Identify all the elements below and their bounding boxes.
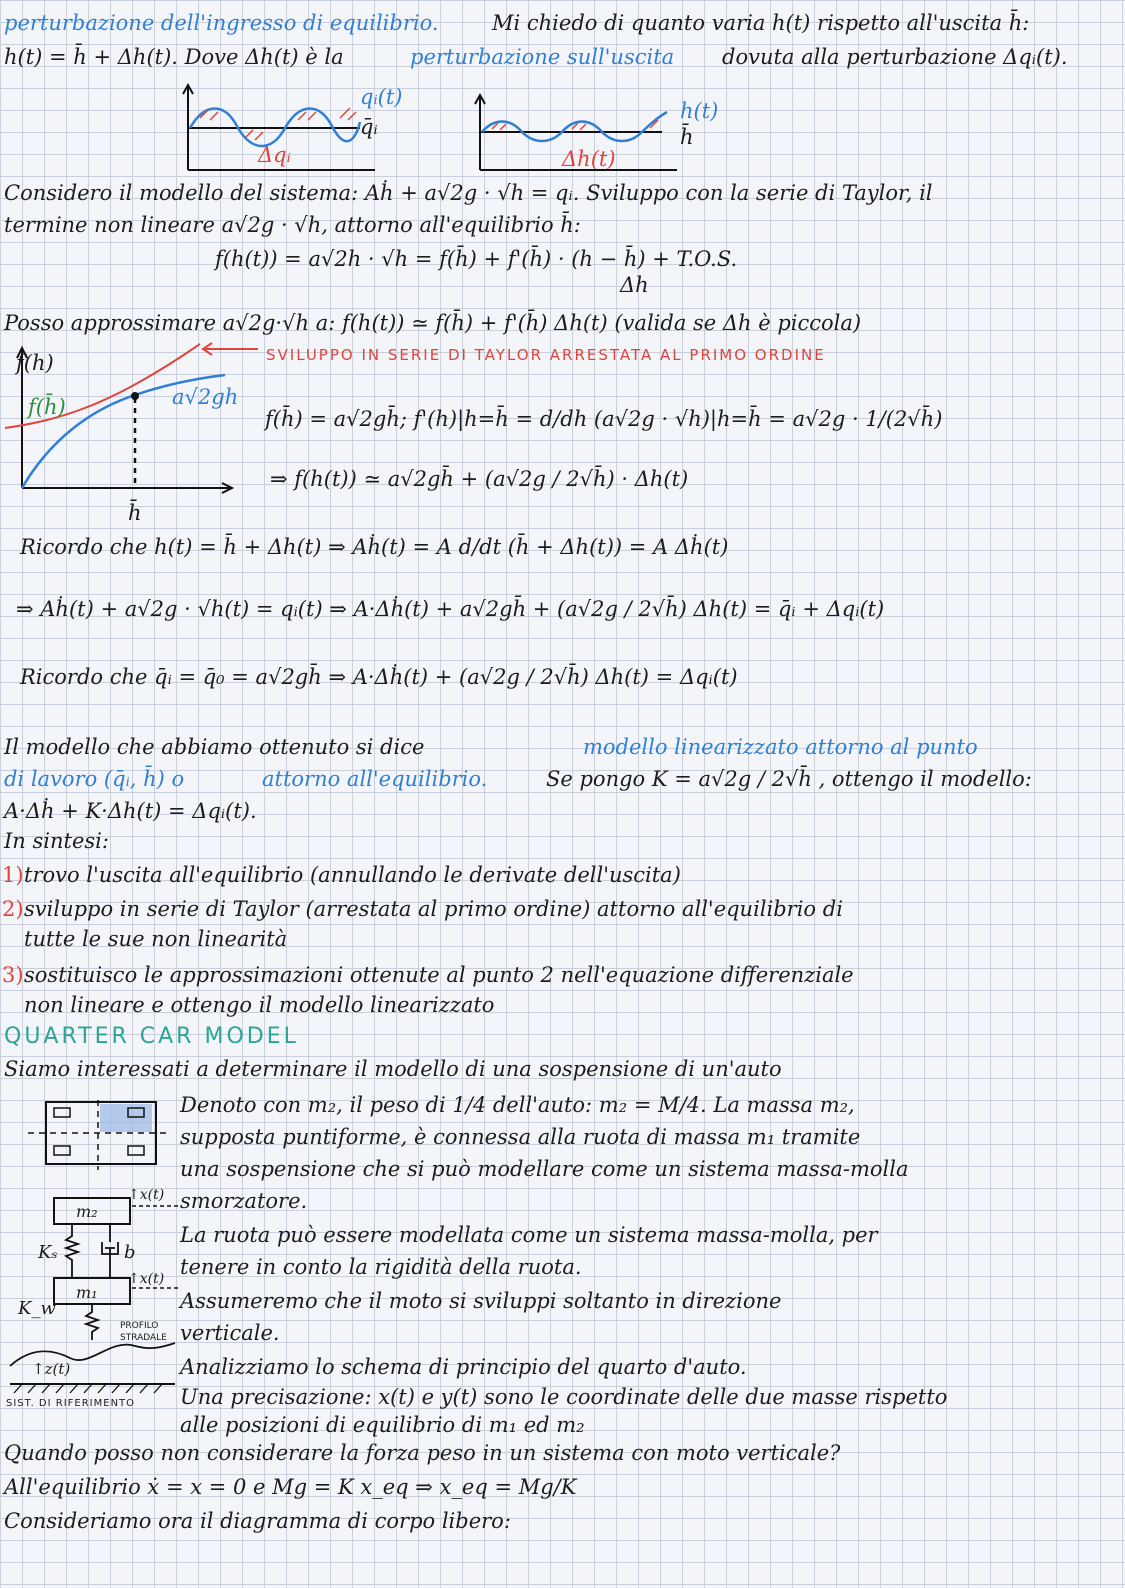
text-line: Ricordo che h(t) = h̄ + Δh(t) ⇒ Aḣ(t) = A d/dt (h̄ + Δh(t)) = A Δḣ(t) bbox=[20, 535, 729, 559]
label-b: b bbox=[124, 1242, 136, 1263]
text-line: Il modello che abbiamo ottenuto si dice bbox=[4, 735, 425, 759]
heading-perturbation-input: perturbazione dell'ingresso di equilibrio. bbox=[4, 11, 439, 35]
label-qi-bar: q̄ᵢ bbox=[360, 115, 378, 139]
text-line: Consideriamo ora il diagramma di corpo libero: bbox=[4, 1509, 511, 1533]
section-title-quarter-car: QUARTER CAR MODEL bbox=[4, 1024, 299, 1049]
text-line: Siamo interessati a determinare il modello di una sospensione di un'auto bbox=[4, 1057, 782, 1081]
label-curve: a√2gh bbox=[172, 385, 239, 409]
highlight-linearized-model: modello linearizzato attorno al punto bbox=[583, 735, 978, 759]
text-line: tenere in conto la rigidità della ruota. bbox=[180, 1255, 582, 1279]
label-kw: K_w bbox=[18, 1298, 56, 1319]
text-line: verticale. bbox=[180, 1321, 280, 1345]
label-ks: Kₛ bbox=[38, 1242, 58, 1263]
text-line: Se pongo K = a√2g / 2√h̄ , ottengo il modello: bbox=[546, 767, 1032, 791]
equation-taylor: f(h(t)) = a√2h · √h = f(h̄) + f'(h̄) · (h − h̄) + T.O.S. bbox=[215, 247, 738, 271]
annotation-taylor: SVILUPPO IN SERIE DI TAYLOR ARRESTATA AL PRIMO ORDINE bbox=[266, 346, 826, 364]
step-number: 3) bbox=[2, 963, 24, 987]
step-number: 1) bbox=[2, 863, 24, 887]
step-3-cont: non lineare e ottengo il modello linearizzato bbox=[24, 993, 495, 1017]
text-line: Analizziamo lo schema di principio del quarto d'auto. bbox=[180, 1355, 747, 1379]
text-line: una sospensione che si può modellare come un sistema massa-molla bbox=[180, 1157, 909, 1181]
equation-approx: ⇒ f(h(t)) ≃ a√2gh̄ + (a√2g / 2√h̄) · Δh(t) bbox=[270, 467, 689, 491]
step-number: 2) bbox=[2, 897, 24, 921]
text-line: Considero il modello del sistema: Aḣ + a√2g · √h = qᵢ. Sviluppo con la serie di Taylor, il bbox=[4, 181, 933, 205]
equation-reduced: Ricordo che q̄ᵢ = q̄₀ = a√2gh̄ ⇒ A·Δḣ(t) + (a√2g / 2√h̄) Δh(t) = Δqᵢ(t) bbox=[20, 665, 738, 689]
text-line: Posso approssimare a√2g·√h a: f(h(t)) ≃ f(h̄) + f'(h̄) Δh(t) (valida se Δh è piccola) bbox=[4, 311, 862, 335]
equation-equilibrium: All'equilibrio ẋ = x = 0 e Mg = K x_eq ⇒ x_eq = Mg/K bbox=[4, 1475, 577, 1499]
equation-derivative: f(h̄) = a√2gh̄; f'(h)|h=h̄ = d/dh (a√2g · √h)|h=h̄ = a√2g · 1/(2√h̄) bbox=[265, 407, 943, 431]
step-1: trovo l'uscita all'equilibrio (annullando le derivate dell'uscita) bbox=[24, 863, 681, 887]
highlight-work-point: di lavoro (q̄ᵢ, h̄) o bbox=[4, 767, 185, 791]
label-m2: m₂ bbox=[76, 1202, 98, 1221]
equation-final-model: A·Δḣ + K·Δh(t) = Δqᵢ(t). bbox=[4, 799, 257, 823]
step-2: sviluppo in serie di Taylor (arrestata al primo ordine) attorno all'equilibrio di bbox=[24, 897, 843, 921]
arrow-icon bbox=[200, 342, 260, 356]
label-h-bar: h̄ bbox=[680, 125, 694, 149]
text-line: dovuta alla perturbazione Δqᵢ(t). bbox=[722, 45, 1068, 69]
highlight-perturbation-output: perturbazione sull'uscita bbox=[410, 45, 675, 69]
text-line: Mi chiedo di quanto varia h(t) rispetto all'uscita h̄: bbox=[492, 11, 1030, 35]
label-reference-system: SIST. DI RIFERIMENTO bbox=[6, 1398, 136, 1409]
label-f-hbar: f(h̄) bbox=[28, 395, 66, 419]
text-line: In sintesi: bbox=[4, 829, 109, 853]
text-line: Denoto con m₂, il peso di 1/4 dell'auto: m₂ = M/4. La massa m₂, bbox=[180, 1093, 855, 1117]
step-3: sostituisco le approssimazioni ottenute al punto 2 nell'equazione differenziale bbox=[24, 963, 854, 987]
axis-label-hbar: h̄ bbox=[128, 501, 142, 525]
label-z-t: ↑z(t) bbox=[32, 1360, 71, 1378]
text-line: termine non lineare a√2g · √h, attorno all'equilibrio h̄: bbox=[4, 213, 581, 237]
equation-underbrace: Δh bbox=[620, 273, 649, 297]
highlight-around-equilibrium: attorno all'equilibrio. bbox=[262, 767, 488, 791]
equation-model: ⇒ Aḣ(t) + a√2g · √h(t) = qᵢ(t) ⇒ A·Δḣ(t) + a√2gh̄ + (a√2g / 2√h̄) Δh(t) = q̄ᵢ + Δqᵢ(t) bbox=[16, 597, 885, 621]
text-line: Quando posso non considerare la forza peso in un sistema con moto verticale? bbox=[4, 1441, 841, 1465]
label-m1: m₁ bbox=[76, 1283, 98, 1302]
label-delta-h: Δh(t) bbox=[562, 147, 616, 171]
label-delta-qi: Δqᵢ bbox=[258, 143, 291, 167]
label-h-t: h(t) bbox=[680, 99, 719, 123]
text-line: alle posizioni di equilibrio di m₁ ed m₂ bbox=[180, 1413, 585, 1437]
step-2-cont: tutte le sue non linearità bbox=[24, 927, 288, 951]
car-top-view-icon bbox=[28, 1100, 168, 1170]
text-line: La ruota può essere modellata come un sistema massa-molla, per bbox=[180, 1223, 878, 1247]
text-line: h(t) = h̄ + Δh(t). Dove Δh(t) è la bbox=[4, 45, 344, 69]
label-road-profile: PROFILO STRADALE bbox=[120, 1321, 167, 1343]
label-x-t: ↑x(t) bbox=[128, 1187, 165, 1203]
label-qi-t: qᵢ(t) bbox=[360, 85, 403, 109]
text-line: smorzatore. bbox=[180, 1189, 308, 1213]
text-line: Una precisazione: x(t) e y(t) sono le coordinate delle due masse rispetto bbox=[180, 1385, 948, 1409]
text-line: Assumeremo che il moto si sviluppi soltanto in direzione bbox=[180, 1289, 782, 1313]
axis-label-fh: f(h) bbox=[16, 351, 54, 375]
label-x-t-2: ↑x(t) bbox=[128, 1271, 165, 1287]
text-line: supposta puntiforme, è connessa alla ruota di massa m₁ tramite bbox=[180, 1125, 861, 1149]
